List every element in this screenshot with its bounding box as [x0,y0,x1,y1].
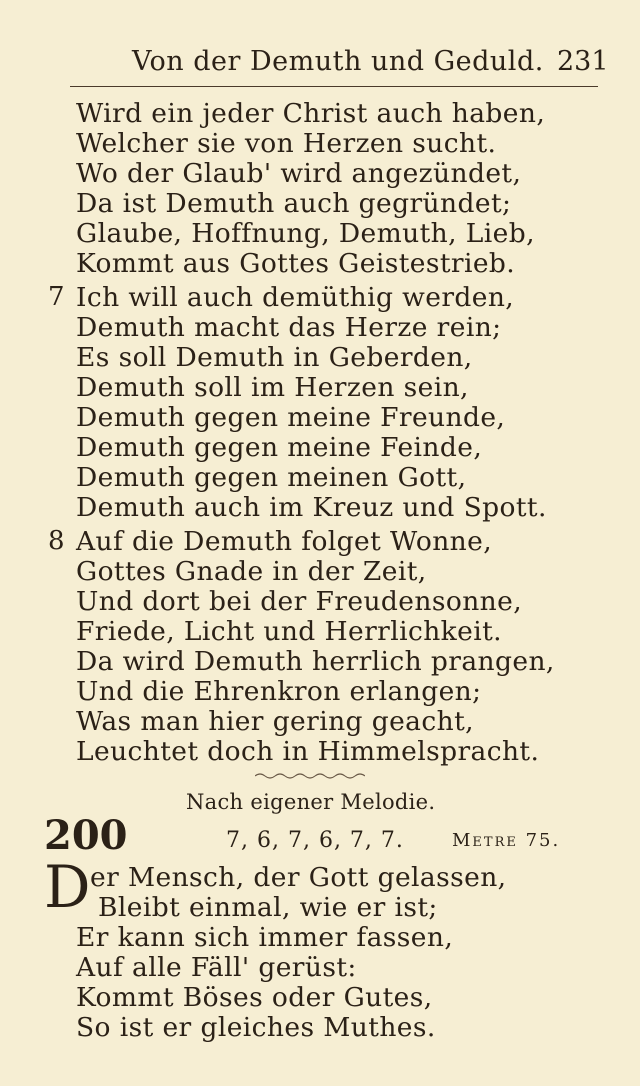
verse-line: Und dort bei der Freudensonne, [76,586,523,617]
verse-line: Kommt aus Gottes Geistestrieb. [76,248,516,279]
verse-line: Friede, Licht und Herrlichkeit. [76,616,502,647]
running-title: Von der Demuth und Geduld. [132,46,544,77]
ornamental-divider [255,772,365,780]
page-number: 231 [557,46,609,77]
stanza-number: 7 [48,282,65,312]
verse-line: Welcher sie von Herzen sucht. [76,128,497,159]
verse-line: Ich will auch demüthig werden, [76,282,515,313]
header-rule [70,86,598,87]
verse-line: Da ist Demuth auch gegründet; [76,188,512,219]
meter-reference: Metre 75. [452,830,561,851]
verse-line: Es soll Demuth in Geberden, [76,342,473,373]
verse-line: Bleibt einmal, wie er ist; [98,892,438,923]
verse-line: Leuchtet doch in Himmelspracht. [76,736,540,767]
verse-line: Glaube, Hoffnung, Demuth, Lieb, [76,218,535,249]
verse-line: Auf alle Fäll' gerüst: [76,952,357,983]
page-header [0,44,640,84]
verse-line: Wird ein jeder Christ auch haben, [76,98,546,129]
verse-line: So ist er gleiches Muthes. [76,1012,436,1043]
meter-pattern: 7, 6, 7, 6, 7, 7. [226,828,404,853]
verse-line: Demuth soll im Herzen sein, [76,372,469,403]
verse-line: Da wird Demuth herrlich prangen, [76,646,555,677]
verse-line: Demuth gegen meinen Gott, [76,462,467,493]
verse-line: er Mensch, der Gott gelassen, [90,862,507,893]
melody-note: Nach eigener Melodie. [186,790,436,814]
verse-line: Kommt Böses oder Gutes, [76,982,433,1013]
hymn-number: 200 [44,812,128,859]
verse-line: Demuth gegen meine Feinde, [76,432,483,463]
verse-line: Demuth auch im Kreuz und Spott. [76,492,547,523]
drop-cap: D [44,853,91,921]
verse-line: Wo der Glaub' wird angezündet, [76,158,522,189]
verse-line: Er kann sich immer fassen, [76,922,454,953]
verse-line: Gottes Gnade in der Zeit, [76,556,427,587]
stanza-number: 8 [48,526,65,556]
verse-line: Demuth macht das Herze rein; [76,312,502,343]
verse-line: Was man hier gering geacht, [76,706,474,737]
verse-line: Auf die Demuth folget Wonne, [76,526,493,557]
verse-line: Und die Ehrenkron erlangen; [76,676,482,707]
verse-line: Demuth gegen meine Freunde, [76,402,506,433]
